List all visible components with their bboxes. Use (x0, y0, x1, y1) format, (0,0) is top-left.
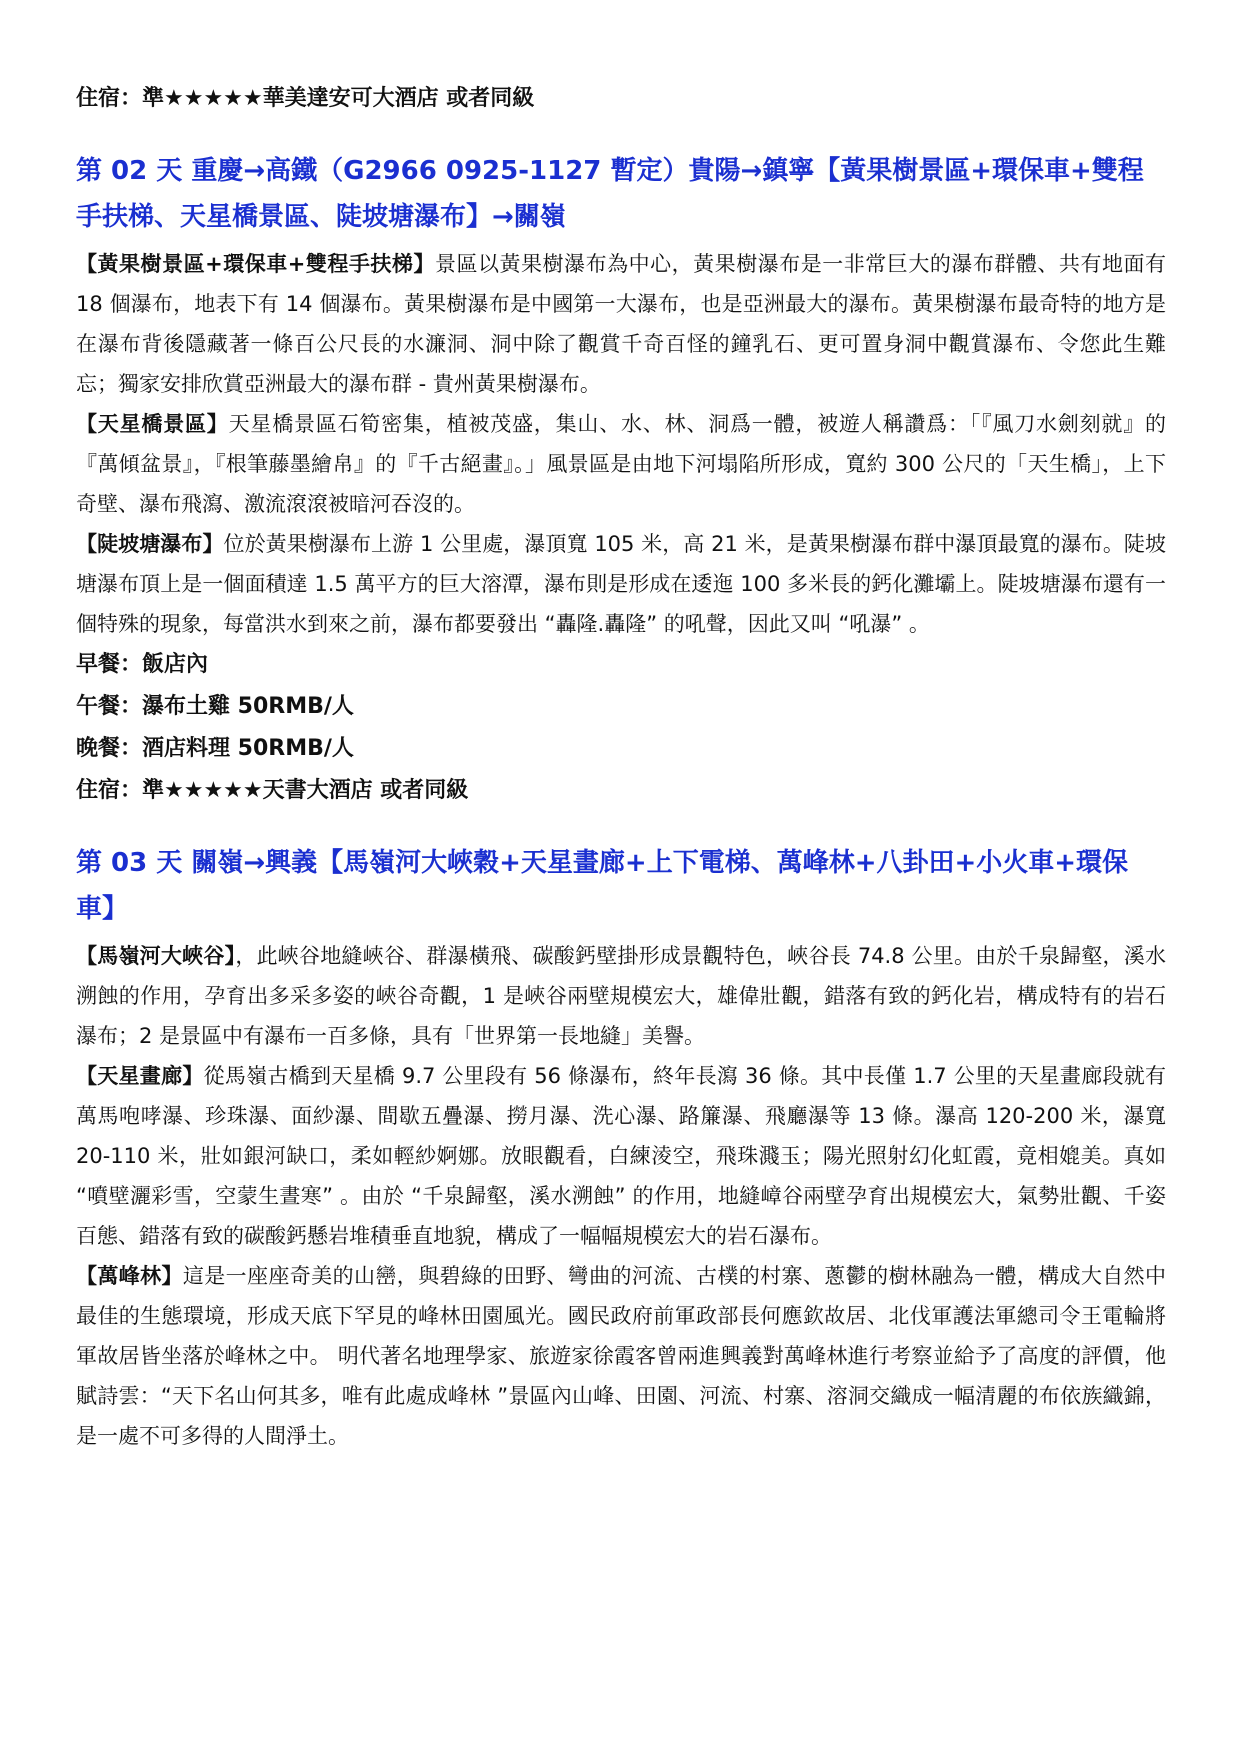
section-text: 從馬嶺古橋到天星橋 9.7 公里段有 56 條瀑布，終年長瀉 36 條。其中長僅 1.7 公里的天星畫廊段就有萬馬咆哮瀑、珍珠瀑、面紗瀑、間歇五疊瀑、撈月瀑、洗心瀑、路簾瀑、飛廳瀑等 13 條。瀑高 120-200 米，瀑寬 20-110 米，壯如銀河缺口，柔如輕紗婀娜。放眼觀看，白練淩空，飛珠濺玉；陽光照射幻化虹霞，竟相媲美。真如 “噴壁灑彩雪，空蒙生晝寒” 。由於 “千泉歸壑，溪水溯蝕” 的作用，地縫嶂谷兩壁孕育出規模宏大，氣勢壯觀、千姿百態、錯落有致的碳酸鈣懸岩堆積垂直地貌，構成了一幅幅規模宏大的岩石瀑布。 (76, 1064, 1167, 1248)
day02-section-doupotang (76, 524, 1166, 644)
section-text: 位於黃果樹瀑布上游 1 公里處，瀑頂寬 105 米，高 21 米，是黃果樹瀑布群中瀑頂最寬的瀑布。陡坡塘瀑布頂上是一個面積達 1.5 萬平方的巨大溶潭，瀑布則是形成在逶迤 100 多米長的鈣化灘壩上。陡坡塘瀑布還有一個特殊的現象，每當洪水到來之前，瀑布都要發出 “轟隆.轟隆” 的吼聲，因此又叫 “吼瀑” 。 (76, 532, 1167, 636)
day02-title: 第 02 天 重慶→高鐵（G2966 0925-1127 暫定）貴陽→鎮寧【黃果樹景區+環保車+雙程手扶梯、天星橋景區、陡坡塘瀑布】→關嶺 (76, 156, 1144, 232)
day02-section-tianxingqiao (76, 404, 1166, 524)
day02-dinner: 晚餐：酒店料理 50RMB/人 (76, 736, 354, 761)
spacer (76, 812, 1166, 840)
section-text: 天星橋景區石筍密集，植被茂盛，集山、水、林、洞爲一體，被遊人稱讚爲：「『風刀水劍刻就』的『萬傾盆景』，『根筆藤墨繪帛』的『千古絕畫』。」風景區是由地下河塌陷所形成，寬約 300 公尺的「天生橋」，上下奇壁、瀑布飛瀉、激流滾滾被暗河吞沒的。 (76, 412, 1167, 516)
section-tag: 【馬嶺河大峽谷】 (76, 944, 236, 968)
itinerary-page (76, 78, 1166, 1456)
day03-section-malinghe (76, 936, 1166, 1056)
section-tag: 【天星橋景區】 (76, 412, 229, 436)
section-text: 景區以黃果樹瀑布為中心，黃果樹瀑布是一非常巨大的瀑布群體、共有地面有 18 個瀑布，地表下有 14 個瀑布。黃果樹瀑布是中國第一大瀑布，也是亞洲最大的瀑布。黃果樹瀑布最奇特的地方是在瀑布背後隱藏著一條百公尺長的水濂洞、洞中除了觀賞千奇百怪的鐘乳石、更可置身洞中觀賞瀑布、令您此生難忘；獨家安排欣賞亞洲最大的瀑布群 - 貴州黃果樹瀑布。 (76, 252, 1166, 396)
day02-section-huangguoshu (76, 244, 1166, 404)
section-text: 這是一座座奇美的山巒，與碧綠的田野、彎曲的河流、古樸的村寨、蔥鬱的樹林融為一體，構成大自然中最佳的生態環境，形成天底下罕見的峰林田園風光。國民政府前軍政部長何應欽故居、北伐軍護法軍總司令王電輪將軍故居皆坐落於峰林之中。 明代著名地理學家、旅遊家徐霞客曾兩進興義對萬峰林進行考察並給予了高度的評價，他賦詩雲：“天下名山何其多，唯有此處成峰林 ”景區內山峰、田園、河流、村寨、溶洞交織成一幅清麗的布依族織錦，是一處不可多得的人間淨土。 (76, 1264, 1167, 1448)
section-tag: 【陡坡塘瀑布】 (76, 532, 224, 556)
section-text: ，此峽谷地縫峽谷、群瀑橫飛、碳酸鈣壁掛形成景觀特色，峽谷長 74.8 公里。由於千泉歸壑，溪水溯蝕的作用，孕育出多采多姿的峽谷奇觀，1 是峽谷兩壁規模宏大，雄偉壯觀，錯落有致的鈣化岩，構成特有的岩石瀑布；2 是景區中有瀑布一百多條，具有「世界第一長地縫」美譽。 (76, 944, 1167, 1048)
day03-section-wanfenglin (76, 1256, 1166, 1456)
spacer (76, 120, 1166, 148)
day02-lunch: 午餐：瀑布土雞 50RMB/人 (76, 694, 354, 719)
day02-lodging: 住宿：準★★★★★天書大酒店 或者同級 (76, 778, 469, 803)
section-tag: 【天星畫廊】 (76, 1064, 204, 1088)
section-tag: 【萬峰林】 (76, 1264, 183, 1288)
day01-lodging: 住宿：準★★★★★華美達安可大酒店 或者同級 (76, 86, 535, 111)
day02-breakfast: 早餐：飯店內 (76, 652, 209, 677)
day03-section-tianxinghualang (76, 1056, 1166, 1256)
section-tag: 【黃果樹景區+環保車+雙程手扶梯】 (76, 252, 435, 276)
day03-title: 第 03 天 關嶺→興義【馬嶺河大峽穀+天星畫廊+上下電梯、萬峰林+八卦田+小火車+環保車】 (76, 848, 1129, 924)
